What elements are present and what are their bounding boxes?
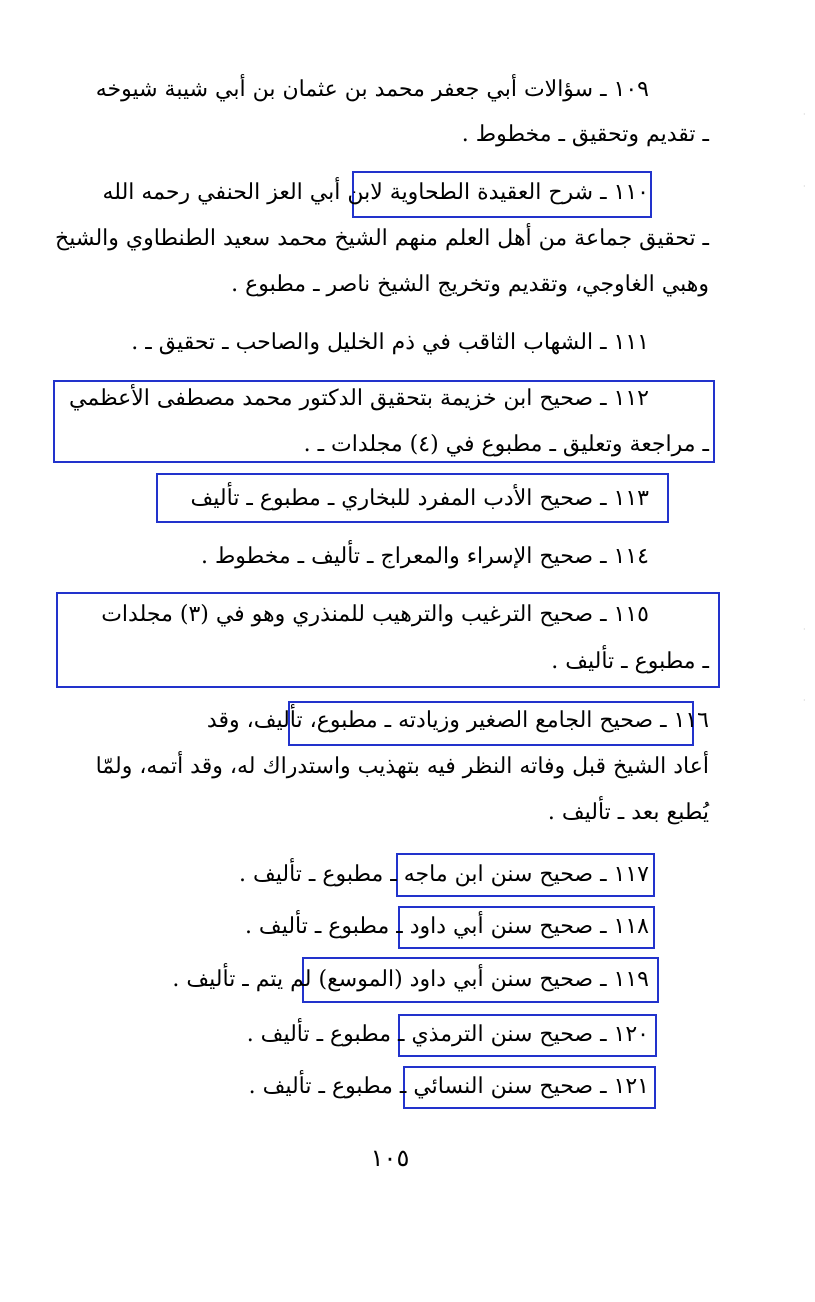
entry-115-line-2: ـ مطبوع ـ تأليف . xyxy=(551,649,709,674)
page-number: ١٠٥ xyxy=(370,1144,410,1172)
margin-mark: · xyxy=(803,182,806,191)
entry-116-line-2: أعاد الشيخ قبل وفاته النظر فيه بتهذيب واستدراك له، وقد أتمه، ولمّا xyxy=(95,754,709,779)
entry-118-line-1: ١١٨ ـ صحيح سنن أبي داود ـ مطبوع ـ تأليف . xyxy=(244,914,649,939)
entry-109-line-2: ـ تقديم وتحقيق ـ مخطوط . xyxy=(461,122,709,147)
entry-119-line-1: ١١٩ ـ صحيح سنن أبي داود (الموسع) لم يتم ـ تأليف . xyxy=(172,967,649,992)
entry-109-line-1: ١٠٩ ـ سؤالات أبي جعفر محمد بن عثمان بن أبي شيبة شيوخه xyxy=(95,77,649,102)
entry-120-line-1: ١٢٠ ـ صحيح سنن الترمذي ـ مطبوع ـ تأليف . xyxy=(246,1022,649,1047)
entry-112-line-2: ـ مراجعة وتعليق ـ مطبوع في (٤) مجلدات ـ . xyxy=(303,432,709,457)
entry-112-line-1: ١١٢ ـ صحيح ابن خزيمة بتحقيق الدكتور محمد مصطفى الأعظمي xyxy=(69,386,649,411)
entry-111-line-1: ١١١ ـ الشهاب الثاقب في ذم الخليل والصاحب ـ تحقيق ـ . xyxy=(131,330,649,355)
entry-117-line-1: ١١٧ ـ صحيح سنن ابن ماجه ـ مطبوع ـ تأليف . xyxy=(238,862,649,887)
entry-110-line-3: وهبي الغاوجي، وتقديم وتخريج الشيخ ناصر ـ مطبوع . xyxy=(231,272,709,297)
margin-mark: · xyxy=(803,625,806,634)
entry-114-line-1: ١١٤ ـ صحيح الإسراء والمعراج ـ تأليف ـ مخطوط . xyxy=(200,544,649,569)
entry-110-line-2: ـ تحقيق جماعة من أهل العلم منهم الشيخ محمد سعيد الطنطاوي والشيخ xyxy=(55,226,709,251)
entry-110-line-1: ١١٠ ـ شرح العقيدة الطحاوية لابن أبي العز الحنفي رحمه الله xyxy=(102,180,649,205)
entry-116-line-1: ١١٦ ـ صحيح الجامع الصغير وزيادته ـ مطبوع، تأليف، وقد xyxy=(206,708,709,733)
margin-mark: · xyxy=(803,696,806,705)
margin-mark: · xyxy=(803,110,806,119)
entry-115-line-1: ١١٥ ـ صحيح الترغيب والترهيب للمنذري وهو في (٣) مجلدات xyxy=(101,602,649,627)
entry-113-line-1: ١١٣ ـ صحيح الأدب المفرد للبخاري ـ مطبوع ـ تأليف xyxy=(190,486,649,511)
entry-121-line-1: ١٢١ ـ صحيح سنن النسائي ـ مطبوع ـ تأليف . xyxy=(248,1074,649,1099)
entry-116-line-3: يُطبع بعد ـ تأليف . xyxy=(547,800,709,825)
